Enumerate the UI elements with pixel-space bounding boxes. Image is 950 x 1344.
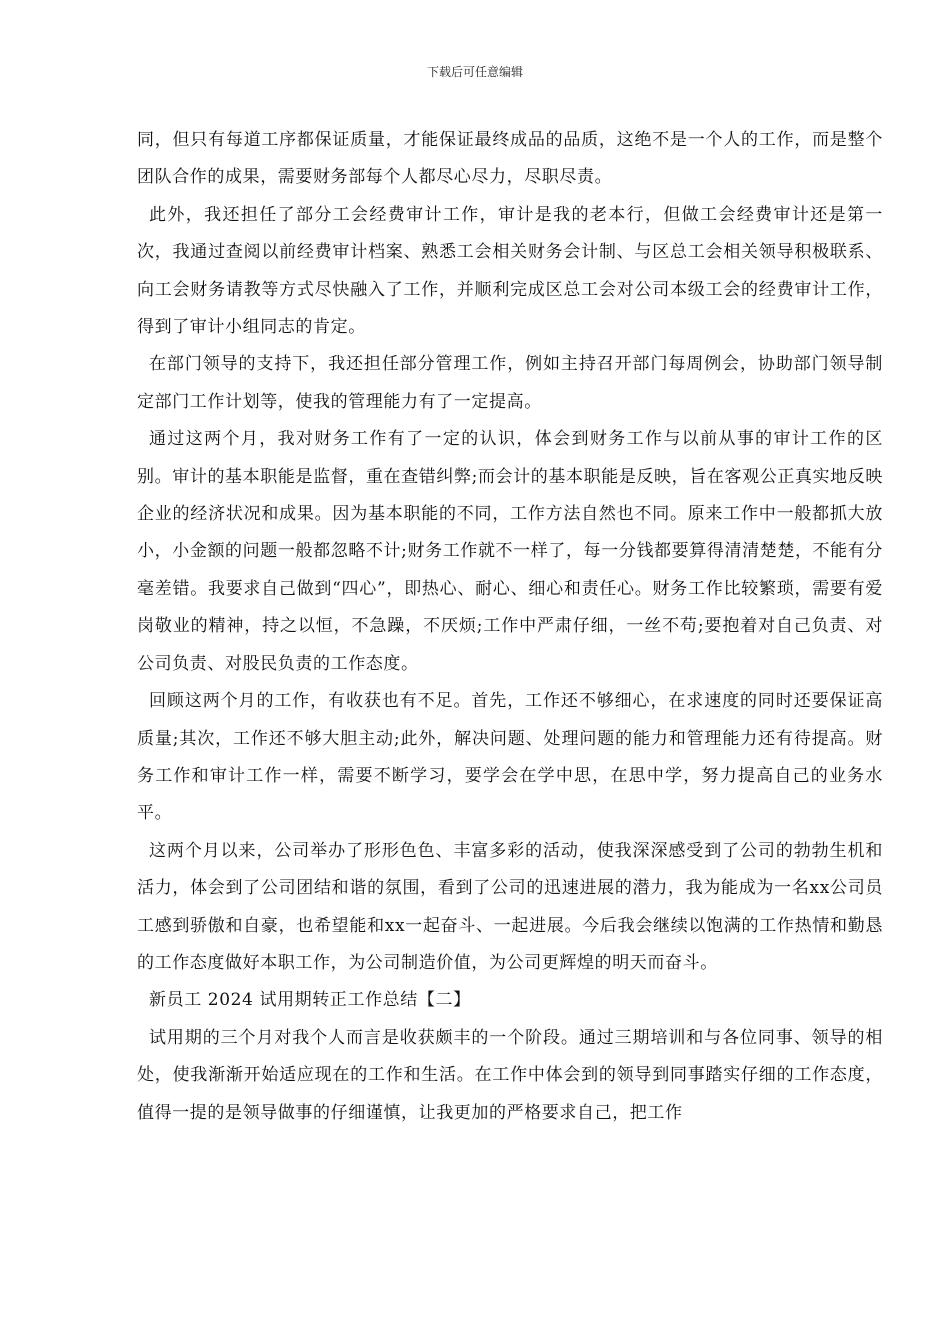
paragraph-6: 这两个月以来，公司举办了形形色色、丰富多彩的活动，使我深深感受到了公司的勃勃生机和活力，体会到了公司团结和谐的氛围，看到了公司的迅速进展的潜力，我为能成为一名xx公司员工感到骄傲和自豪，也希望能和xx一起奋斗、一起进展。今后我会继续以饱满的工作热情和勤恳的工作态度做好本职工作，为公司制造价值，为公司更辉煌的明天而奋斗。 — [137, 840, 883, 973]
paragraph-1: 同，但只有每道工序都保证质量，才能保证最终成品的品质，这绝不是一个人的工作，而是整个团队合作的成果，需要财务部每个人都尽心尽力，尽职尽责。 — [137, 130, 883, 188]
paragraph-3: 在部门领导的支持下，我还担任部分管理工作，例如主持召开部门每周例会，协助部门领导制定部门工作计划等，使我的管理能力有了一定提高。 — [137, 354, 883, 412]
document-body — [137, 122, 883, 1132]
page-header-note: 下载后可任意编辑 — [426, 65, 523, 79]
paragraph-2: 此外，我还担任了部分工会经费审计工作，审计是我的老本行，但做工会经费审计还是第一次，我通过查阅以前经费审计档案、熟悉工会相关财务会计制、与区总工会相关领导积极联系、向工会财务请教等方式尽快融入了工作，并顺利完成区总工会对公司本级工会的经费审计工作，得到了审计小组同志的肯定。 — [137, 204, 883, 338]
paragraph-5: 回顾这两个月的工作，有收获也有不足。首先，工作还不够细心，在求速度的同时还要保证高质量;其次，工作还不够大胆主动;此外，解决问题、处理问题的能力和管理能力还有待提高。财务工作和审计工作一样，需要不断学习，要学会在学中思，在思中学，努力提高自己的业务水平。 — [137, 691, 883, 824]
paragraph-4: 通过这两个月，我对财务工作有了一定的认识，体会到财务工作与以前从事的审计工作的区别。审计的基本职能是监督，重在查错纠弊;而会计的基本职能是反映，旨在客观公正真实地反映企业的经济状况和成果。因为基本职能的不同，工作方法自然也不同。原来工作中一般都抓大放小，小金额的问题一般都忽略不计;财务工作就不一样了，每一分钱都要算得清清楚楚，不能有分毫差错。我要求自己做到“四心”，即热心、耐心、细心和责任心。财务工作比较繁琐，需要有爱岗敬业的精神，持之以恒，不急躁，不厌烦;工作中严肃仔细，一丝不苟;要抱着对自己负责、对公司负责、对股民负责的工作态度。 — [137, 429, 883, 674]
section-title: 新员工 2024 试用期转正工作总结【二】 — [149, 990, 471, 1011]
closing-paragraph: 试用期的三个月对我个人而言是收获颇丰的一个阶段。通过三期培训和与各位同事、领导的相处，使我渐渐开始适应现在的工作和生活。在工作中体会到的领导到同事踏实仔细的工作态度，值得一提的是领导做事的仔细谨慎，让我更加的严格要求自己，把工作 — [137, 1027, 883, 1123]
